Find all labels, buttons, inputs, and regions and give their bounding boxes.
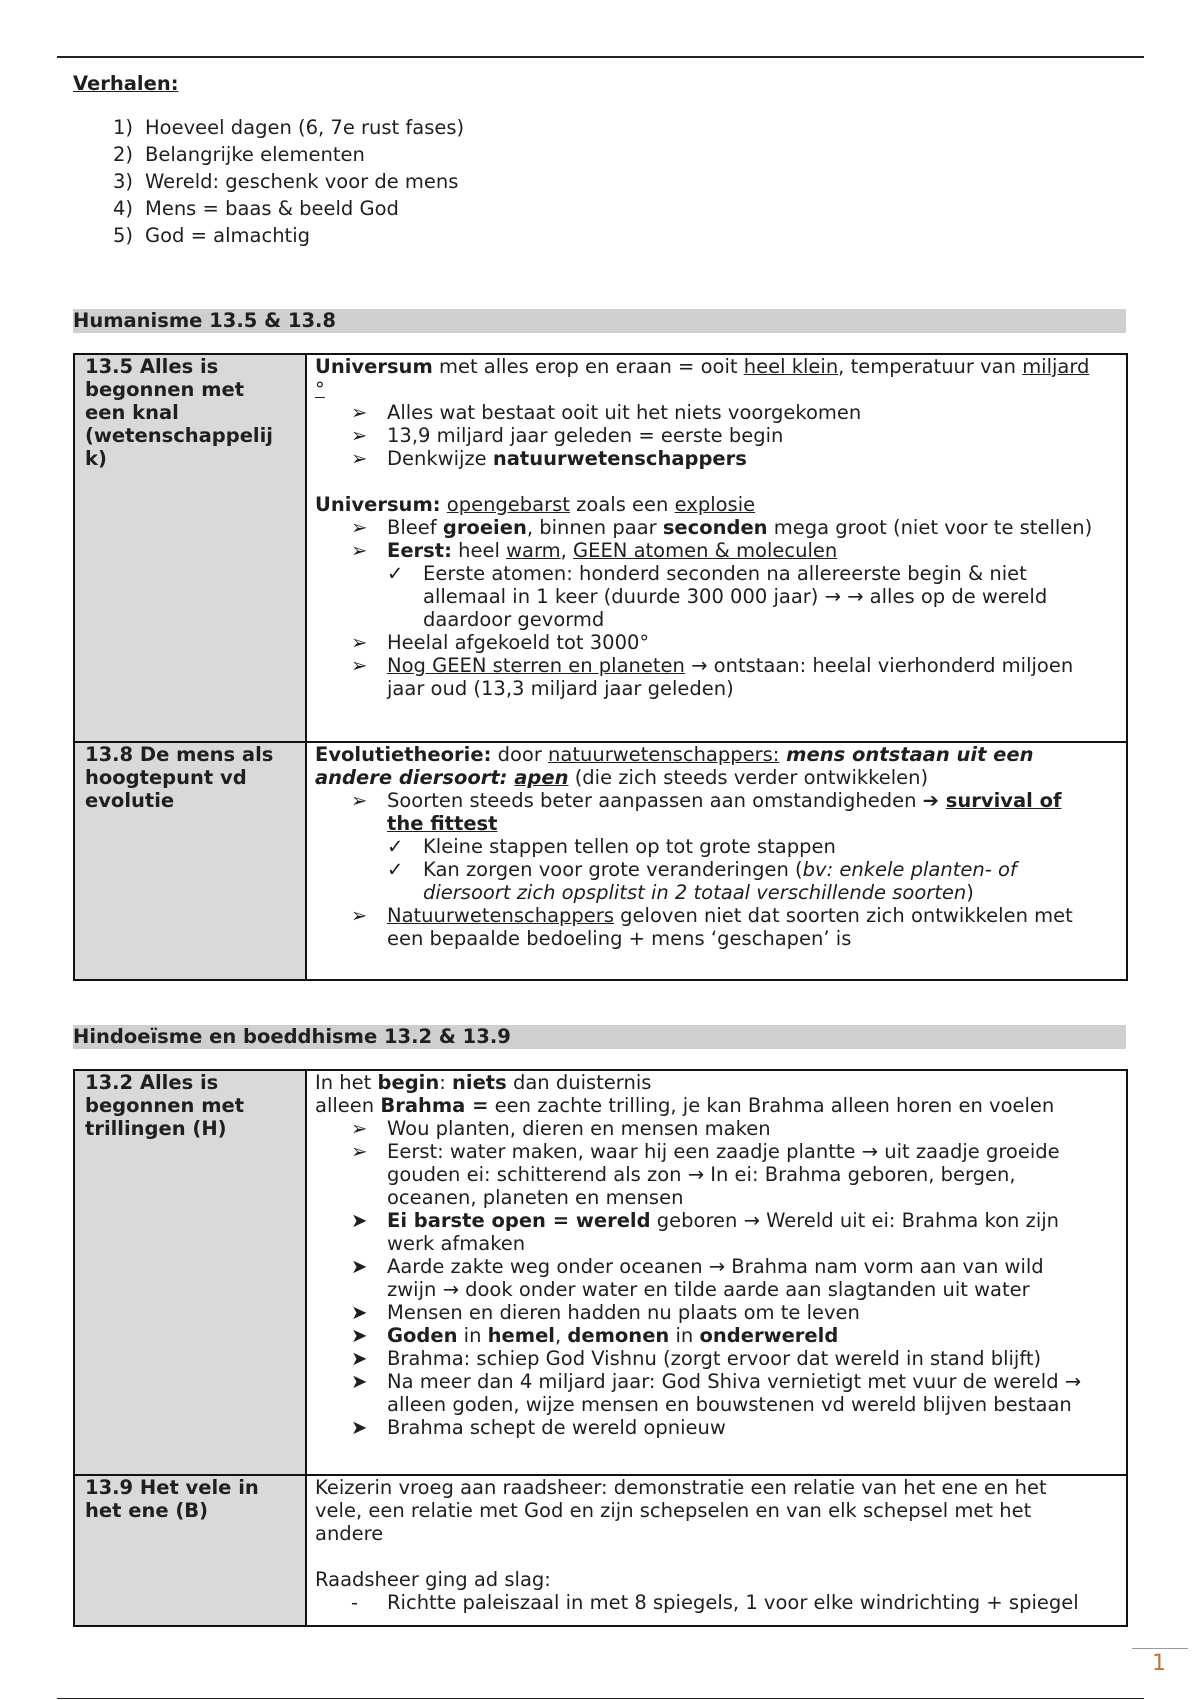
bottom-rule bbox=[57, 1698, 1144, 1699]
verhalen-heading: Verhalen: bbox=[73, 72, 179, 95]
list-item: 3) Wereld: geschenk voor de mens bbox=[112, 170, 459, 193]
humanisme-table bbox=[73, 353, 1128, 981]
row-content-13-8: Evolutietheorie: door natuurwetenschappers: mens ontstaan uit een andere diersoort: apen (die zich steeds verder ontwikkelen) ➢ Soorten steeds beter aanpassen aan omstandigheden ➔ survival of the fittest ✓ Kleine stappen tellen op tot grote stappen ✓ Kan zorgen voor grote veranderingen (bv: enkele planten- of diersoort zich opsplitst in 2 totaal verschillende soorten) ➢ Natuurwetenschappers geloven niet dat soorten zich ontwikkelen met een bepaalde bedoeling + mens ‘geschapen’ is bbox=[306, 742, 1127, 980]
page-number: 1 bbox=[1152, 1651, 1166, 1676]
row-content-13-5: Universum met alles erop en eraan = ooit heel klein, temperatuur van miljard ° ➢ Alles wat bestaat ooit uit het niets voorgekomen ➢ 13,9 miljard jaar geleden = eerste begin ➢ Denkwijze natuurwetenschappers Universum: opengebarst zoals een explosie ➢ Bleef groeien, binnen paar seconden mega groot (niet voor te stellen) ➢ Eerst: heel warm, GEEN atomen & moleculen ✓ Eerste atomen: honderd seconden na allereerste begin & niet allemaal in 1 keer (duurde 300 000 jaar) → → alles op de wereld daardoor gevormd ➢ Heelal afgekoeld tot 3000° ➢ Nog GEEN sterren en planeten → ontstaan: heelal vierhonderd miljoen jaar oud (13,3 miljard jaar geleden) bbox=[306, 354, 1127, 742]
table-row bbox=[74, 1475, 1127, 1626]
row-content-13-2: In het begin: niets dan duisternis alleen Brahma = een zachte trilling, je kan Brahma alleen horen en voelen ➢ Wou planten, dieren en mensen maken ➢ Eerst: water maken, waar hij een zaadje plantte → uit zaadje groeide gouden ei: schitterend als zon → In ei: Brahma geboren, bergen, oceanen, planeten en mensen ➤ Ei barste open = wereld geboren → Wereld uit ei: Brahma kon zijn werk afmaken ➤ Aarde zakte weg onder oceanen → Brahma nam vorm aan van wild zwijn → dook onder water en tilde aarde aan slagtanden uit water ➤ Mensen en dieren hadden nu plaats om te leven ➤ Goden in hemel, demonen in onderwereld ➤ Brahma: schiep God Vishnu (zorgt ervoor dat wereld in stand blijft) ➤ Na meer dan 4 miljard jaar: God Shiva vernietigt met vuur de wereld → alleen goden, wijze mensen en bouwstenen vd wereld blijven bestaan ➤ Brahma schept de wereld opnieuw bbox=[306, 1070, 1127, 1475]
hindoeisme-table bbox=[73, 1069, 1128, 1627]
table-row bbox=[74, 1070, 1127, 1475]
page-number-rule bbox=[1132, 1648, 1188, 1649]
top-rule bbox=[57, 56, 1144, 58]
row-title-13-2: 13.2 Alles is begonnen met trillingen (H) bbox=[74, 1070, 306, 1475]
table-row bbox=[74, 354, 1127, 742]
verhalen-list bbox=[73, 114, 464, 249]
row-title-13-8: 13.8 De mens als hoogtepunt vd evolutie bbox=[74, 742, 306, 980]
hindoeisme-section-band: Hindoeïsme en boeddhisme 13.2 & 13.9 bbox=[73, 1025, 1126, 1049]
row-content-13-9: Keizerin vroeg aan raadsheer: demonstratie een relatie van het ene en het vele, een relatie met God en zijn schepselen en van elk schepsel met het andere Raadsheer ging ad slag: - Richtte paleiszaal in met 8 spiegels, 1 voor elke windrichting + spiegel bbox=[306, 1475, 1127, 1626]
list-item: 5) God = almachtig bbox=[112, 224, 310, 247]
list-item: 2) Belangrijke elementen bbox=[112, 143, 365, 166]
row-title-13-5: 13.5 Alles is begonnen met een knal (wetenschappelij k) bbox=[74, 354, 306, 742]
list-item: 4) Mens = baas & beeld God bbox=[112, 197, 399, 220]
humanisme-section-band: Humanisme 13.5 & 13.8 bbox=[73, 309, 1126, 333]
list-item: 1) Hoeveel dagen (6, 7e rust fases) bbox=[112, 116, 465, 139]
row-title-13-9: 13.9 Het vele in het ene (B) bbox=[74, 1475, 306, 1626]
table-row bbox=[74, 742, 1127, 980]
